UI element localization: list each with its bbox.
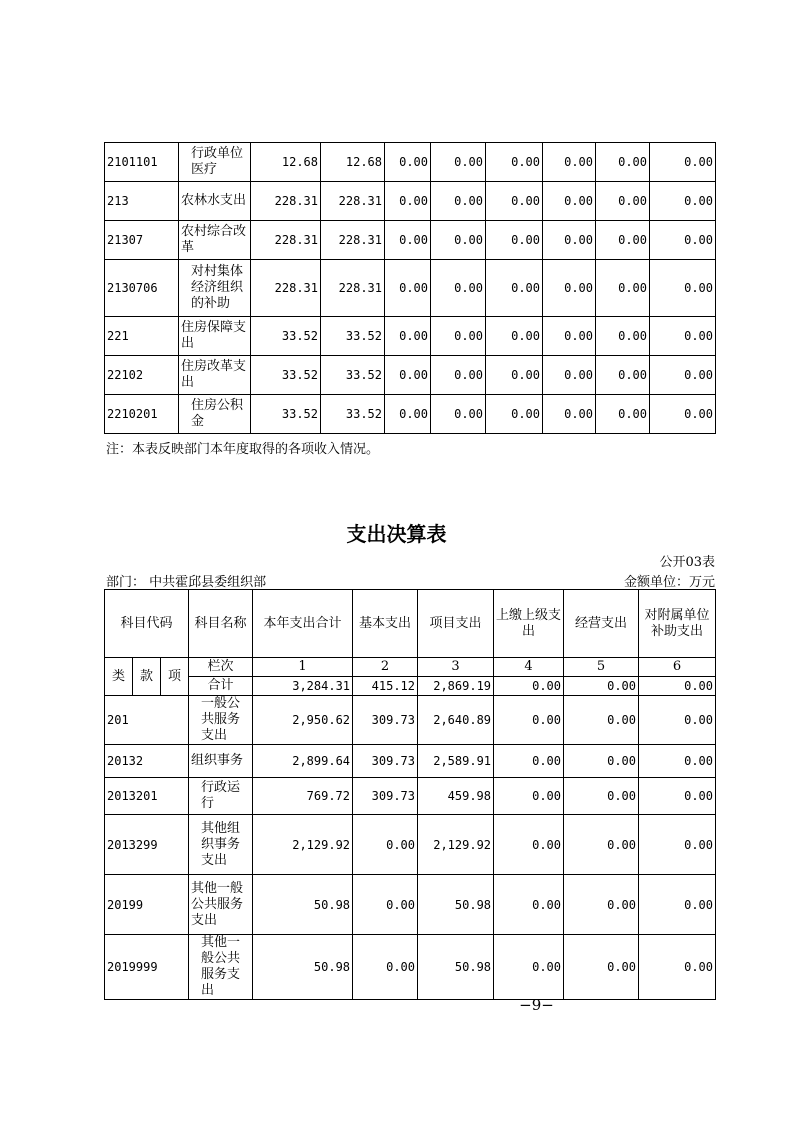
table-row bbox=[105, 745, 716, 778]
amount-cell: 228.31 bbox=[251, 182, 321, 221]
amount-cell: 0.00 bbox=[494, 778, 564, 815]
subject-code: 2210201 bbox=[105, 395, 179, 434]
amount-cell: 2,899.64 bbox=[253, 745, 353, 778]
amount-cell: 0.00 bbox=[494, 815, 564, 875]
amount-cell: 0.00 bbox=[543, 143, 596, 182]
subject-name: 对村集体经济组织的补助 bbox=[179, 260, 251, 317]
subject-name: 其他一般公共服务支出 bbox=[189, 875, 253, 935]
amount-cell: 0.00 bbox=[650, 356, 716, 395]
amount-cell: 0.00 bbox=[486, 182, 543, 221]
subject-name: 组织事务 bbox=[189, 745, 253, 778]
amount-cell: 0.00 bbox=[385, 395, 431, 434]
column-number-row bbox=[105, 658, 716, 677]
header-basic: 基本支出 bbox=[353, 590, 418, 658]
amount-cell: 0.00 bbox=[543, 182, 596, 221]
amount-cell: 0.00 bbox=[353, 875, 418, 935]
amount-cell: 33.52 bbox=[251, 356, 321, 395]
amount-cell: 0.00 bbox=[650, 182, 716, 221]
amount-cell: 0.00 bbox=[543, 395, 596, 434]
table-row bbox=[105, 395, 716, 434]
subject-code: 22102 bbox=[105, 356, 179, 395]
amount-cell: 0.00 bbox=[596, 356, 650, 395]
amount-cell: 0.00 bbox=[543, 317, 596, 356]
subject-code: 2013201 bbox=[105, 778, 189, 815]
amount-cell: 33.52 bbox=[321, 395, 385, 434]
subject-name: 一般公共服务支出 bbox=[189, 696, 253, 745]
subject-code: 201 bbox=[105, 696, 189, 745]
sub-xiang: 项 bbox=[161, 658, 189, 696]
col-num-3: 3 bbox=[418, 658, 494, 677]
total-value: 415.12 bbox=[353, 677, 418, 696]
amount-cell: 0.00 bbox=[486, 260, 543, 317]
amount-cell: 33.52 bbox=[321, 317, 385, 356]
table-row bbox=[105, 317, 716, 356]
subject-code: 221 bbox=[105, 317, 179, 356]
amount-cell: 0.00 bbox=[650, 395, 716, 434]
table-row bbox=[105, 356, 716, 395]
amount-cell: 0.00 bbox=[431, 182, 486, 221]
header-name: 科目名称 bbox=[189, 590, 253, 658]
subject-code: 213 bbox=[105, 182, 179, 221]
amount-cell: 228.31 bbox=[321, 182, 385, 221]
page-title: 支出决算表 bbox=[346, 522, 447, 546]
amount-cell: 0.00 bbox=[486, 395, 543, 434]
amount-cell: 309.73 bbox=[353, 745, 418, 778]
subject-code: 20132 bbox=[105, 745, 189, 778]
total-value: 0.00 bbox=[494, 677, 564, 696]
amount-cell: 12.68 bbox=[321, 143, 385, 182]
subject-code: 20199 bbox=[105, 875, 189, 935]
amount-cell: 0.00 bbox=[385, 221, 431, 260]
unit-label: 金额单位：万元 bbox=[623, 575, 715, 590]
amount-cell: 0.00 bbox=[431, 143, 486, 182]
amount-cell: 0.00 bbox=[639, 935, 716, 1000]
amount-cell: 0.00 bbox=[543, 356, 596, 395]
amount-cell: 0.00 bbox=[486, 143, 543, 182]
subject-code: 2101101 bbox=[105, 143, 179, 182]
amount-cell: 0.00 bbox=[543, 260, 596, 317]
amount-cell: 2,129.92 bbox=[418, 815, 494, 875]
amount-cell: 0.00 bbox=[385, 182, 431, 221]
header-business: 经营支出 bbox=[564, 590, 639, 658]
header-subsidy: 对附属单位补助支出 bbox=[639, 590, 716, 658]
total-value: 2,869.19 bbox=[418, 677, 494, 696]
amount-cell: 33.52 bbox=[321, 356, 385, 395]
amount-cell: 0.00 bbox=[596, 317, 650, 356]
amount-cell: 0.00 bbox=[431, 356, 486, 395]
amount-cell: 0.00 bbox=[650, 143, 716, 182]
expenditure-table bbox=[104, 589, 716, 1000]
amount-cell: 50.98 bbox=[253, 935, 353, 1000]
amount-cell: 2,589.91 bbox=[418, 745, 494, 778]
amount-cell: 309.73 bbox=[353, 778, 418, 815]
page-number: −9− bbox=[519, 996, 554, 1014]
header-upper: 上缴上级支出 bbox=[494, 590, 564, 658]
amount-cell: 0.00 bbox=[596, 260, 650, 317]
amount-cell: 0.00 bbox=[639, 745, 716, 778]
table-row bbox=[105, 143, 716, 182]
subject-code: 2019999 bbox=[105, 935, 189, 1000]
amount-cell: 228.31 bbox=[321, 221, 385, 260]
amount-cell: 0.00 bbox=[494, 935, 564, 1000]
col-num-1: 1 bbox=[253, 658, 353, 677]
amount-cell: 0.00 bbox=[494, 875, 564, 935]
header-code: 科目代码 bbox=[105, 590, 189, 658]
amount-cell: 0.00 bbox=[494, 696, 564, 745]
table-row bbox=[105, 875, 716, 935]
amount-cell: 0.00 bbox=[639, 696, 716, 745]
income-table-continued bbox=[104, 142, 716, 434]
subject-name: 行政单位医疗 bbox=[179, 143, 251, 182]
amount-cell: 0.00 bbox=[431, 395, 486, 434]
subject-name: 住房保障支出 bbox=[179, 317, 251, 356]
amount-cell: 0.00 bbox=[431, 221, 486, 260]
amount-cell: 0.00 bbox=[596, 182, 650, 221]
amount-cell: 2,950.62 bbox=[253, 696, 353, 745]
amount-cell: 0.00 bbox=[596, 143, 650, 182]
amount-cell: 0.00 bbox=[639, 778, 716, 815]
amount-cell: 50.98 bbox=[418, 935, 494, 1000]
amount-cell: 769.72 bbox=[253, 778, 353, 815]
amount-cell: 50.98 bbox=[253, 875, 353, 935]
amount-cell: 0.00 bbox=[596, 221, 650, 260]
amount-cell: 33.52 bbox=[251, 395, 321, 434]
amount-cell: 0.00 bbox=[486, 221, 543, 260]
total-value: 0.00 bbox=[639, 677, 716, 696]
subject-code: 2130706 bbox=[105, 260, 179, 317]
amount-cell: 228.31 bbox=[251, 221, 321, 260]
subject-name: 其他一般公共服务支出 bbox=[189, 935, 253, 1000]
col-num-2: 2 bbox=[353, 658, 418, 677]
subject-name: 其他组织事务支出 bbox=[189, 815, 253, 875]
amount-cell: 0.00 bbox=[431, 317, 486, 356]
table-row bbox=[105, 221, 716, 260]
amount-cell: 228.31 bbox=[251, 260, 321, 317]
col-num-5: 5 bbox=[564, 658, 639, 677]
amount-cell: 0.00 bbox=[639, 875, 716, 935]
sub-lanci: 栏次 bbox=[189, 658, 253, 677]
amount-cell: 0.00 bbox=[564, 935, 639, 1000]
amount-cell: 0.00 bbox=[650, 260, 716, 317]
amount-cell: 0.00 bbox=[486, 356, 543, 395]
subject-name: 农林水支出 bbox=[179, 182, 251, 221]
amount-cell: 0.00 bbox=[385, 143, 431, 182]
table-row bbox=[105, 182, 716, 221]
amount-cell: 33.52 bbox=[251, 317, 321, 356]
amount-cell: 0.00 bbox=[564, 815, 639, 875]
subject-name: 住房改革支出 bbox=[179, 356, 251, 395]
amount-cell: 2,129.92 bbox=[253, 815, 353, 875]
amount-cell: 0.00 bbox=[486, 317, 543, 356]
table-tag: 公开03表 bbox=[659, 555, 715, 570]
subject-code: 21307 bbox=[105, 221, 179, 260]
amount-cell: 0.00 bbox=[385, 260, 431, 317]
subject-name: 住房公积金 bbox=[179, 395, 251, 434]
subject-name: 行政运行 bbox=[189, 778, 253, 815]
total-row bbox=[105, 677, 716, 696]
amount-cell: 0.00 bbox=[596, 395, 650, 434]
amount-cell: 50.98 bbox=[418, 875, 494, 935]
sub-kuan: 款 bbox=[133, 658, 161, 696]
total-value: 0.00 bbox=[564, 677, 639, 696]
amount-cell: 0.00 bbox=[353, 815, 418, 875]
total-value: 3,284.31 bbox=[253, 677, 353, 696]
amount-cell: 309.73 bbox=[353, 696, 418, 745]
amount-cell: 12.68 bbox=[251, 143, 321, 182]
subject-name: 农村综合改革 bbox=[179, 221, 251, 260]
amount-cell: 0.00 bbox=[385, 317, 431, 356]
amount-cell: 228.31 bbox=[321, 260, 385, 317]
table-row bbox=[105, 260, 716, 317]
header-row bbox=[105, 590, 716, 658]
amount-cell: 0.00 bbox=[494, 745, 564, 778]
department-label: 部门： 中共霍邱县委组织部 bbox=[106, 575, 267, 590]
amount-cell: 0.00 bbox=[543, 221, 596, 260]
amount-cell: 0.00 bbox=[564, 875, 639, 935]
col-num-6: 6 bbox=[639, 658, 716, 677]
table-row bbox=[105, 935, 716, 1000]
table-row bbox=[105, 778, 716, 815]
amount-cell: 0.00 bbox=[353, 935, 418, 1000]
col-num-4: 4 bbox=[494, 658, 564, 677]
table-row bbox=[105, 815, 716, 875]
sub-lei: 类 bbox=[105, 658, 133, 696]
header-total: 本年支出合计 bbox=[253, 590, 353, 658]
amount-cell: 0.00 bbox=[650, 221, 716, 260]
amount-cell: 0.00 bbox=[650, 317, 716, 356]
header-project: 项目支出 bbox=[418, 590, 494, 658]
amount-cell: 0.00 bbox=[564, 696, 639, 745]
amount-cell: 0.00 bbox=[639, 815, 716, 875]
amount-cell: 459.98 bbox=[418, 778, 494, 815]
amount-cell: 0.00 bbox=[564, 778, 639, 815]
amount-cell: 0.00 bbox=[385, 356, 431, 395]
amount-cell: 0.00 bbox=[564, 745, 639, 778]
table-row bbox=[105, 696, 716, 745]
amount-cell: 0.00 bbox=[431, 260, 486, 317]
amount-cell: 2,640.89 bbox=[418, 696, 494, 745]
total-label: 合计 bbox=[189, 677, 253, 696]
subject-code: 2013299 bbox=[105, 815, 189, 875]
table-note: 注：本表反映部门本年度取得的各项收入情况。 bbox=[106, 442, 380, 457]
